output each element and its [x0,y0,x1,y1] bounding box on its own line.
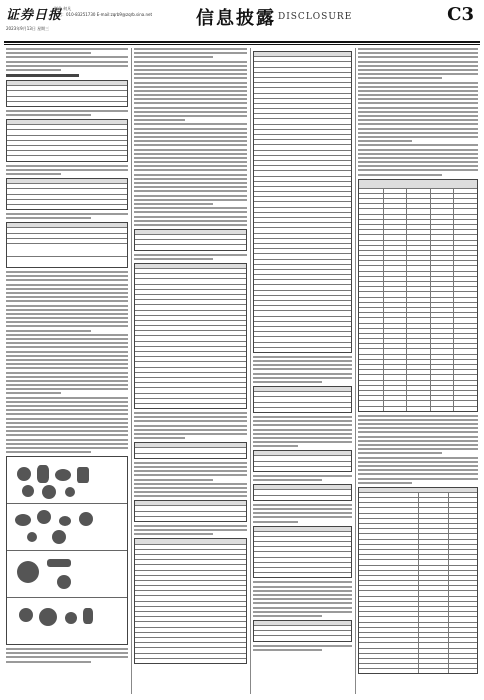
product-image [59,516,71,526]
text-line [134,144,247,146]
product-image [37,465,49,483]
text-line [253,504,352,506]
text-line [358,440,478,442]
text-line [134,420,247,422]
product-image [83,608,93,624]
column-2 [134,48,247,694]
text-line [358,461,478,463]
product-image [17,467,31,481]
text-line [6,288,128,290]
text-line [6,217,91,219]
product-image [22,485,34,497]
text-line [253,611,352,613]
text-line [6,305,128,307]
text-line [134,258,213,260]
text-line [6,65,128,67]
text-line [253,381,322,383]
text-line [253,429,352,431]
text-line [253,373,352,375]
text-line [6,338,128,340]
column-divider [355,48,356,694]
text-line [358,90,478,92]
text-line [358,161,478,163]
product-image [17,561,39,583]
table-row [135,245,246,249]
table-row [359,407,477,411]
data-table [134,263,247,409]
text-line [6,271,128,273]
product-image [79,512,93,526]
table-row [254,467,351,471]
text-line [134,61,247,63]
text-line [358,174,442,176]
text-line [134,149,247,151]
text-line [253,607,352,609]
text-line [6,330,91,332]
text-line [6,313,128,315]
text-line [134,111,247,113]
text-line [6,380,128,382]
product-image [27,532,37,542]
text-line [134,94,247,96]
text-line [358,48,478,50]
text-line [134,487,247,489]
text-line [253,508,352,510]
text-line [6,367,128,369]
text-line [6,114,91,116]
text-line [253,360,352,362]
text-line [6,213,128,215]
text-line [253,416,352,418]
text-line [6,363,128,365]
text-line [6,296,128,298]
text-line [6,443,128,445]
text-line [6,321,128,323]
table-row [254,348,351,352]
product-image [57,575,71,589]
text-line [253,649,322,651]
text-line [358,61,478,63]
text-line [6,405,128,407]
text-line [6,652,128,654]
table-row [7,504,127,551]
column-divider [131,48,132,694]
table-row [7,156,127,160]
text-line [358,448,478,450]
text-line [358,111,478,113]
text-line [358,482,412,484]
text-line [6,388,128,390]
text-line [134,186,247,188]
header-rule-thin [4,44,480,45]
text-line [253,475,352,477]
text-line [134,165,247,167]
table-row [135,404,246,408]
text-line [358,157,478,159]
text-line [6,359,128,361]
text-line [358,115,478,117]
text-line [134,533,213,535]
product-image [47,559,71,567]
text-line [358,102,478,104]
text-line [134,48,247,50]
table-row [254,636,351,640]
text-line [6,392,61,394]
text-line [358,436,478,438]
table-row [254,496,351,500]
text-line [134,470,247,472]
text-line [358,149,478,151]
page-number: C3 [447,4,474,25]
data-table [6,222,128,268]
text-line [358,56,478,58]
text-line [134,119,185,121]
table-row [135,659,246,663]
text-line [358,69,478,71]
text-line [358,478,478,480]
text-line [134,525,247,527]
text-line [253,441,352,443]
text-line [6,300,128,302]
text-line [134,199,247,201]
text-line [134,479,213,481]
text-line [6,372,128,374]
text-line [6,52,91,54]
table-row [359,180,477,189]
table-row [254,408,351,412]
text-line [6,48,128,50]
text-line [6,422,128,424]
text-line [358,169,478,171]
text-line [134,211,247,213]
text-line [6,409,128,411]
text-line [6,334,128,336]
text-line [253,581,352,583]
text-line [253,364,352,366]
product-image [65,487,75,497]
text-line [253,424,352,426]
text-line [6,173,61,175]
data-table [6,80,128,107]
text-line [6,342,128,344]
text-line [253,594,352,596]
text-line [253,437,352,439]
table-row [254,573,351,577]
text-line [134,52,247,54]
text-line [253,590,352,592]
text-line [358,82,478,84]
text-line [358,123,478,125]
text-line [134,169,247,171]
text-line [134,220,247,222]
data-table [6,119,128,162]
text-line [6,169,128,171]
text-line [358,415,478,417]
text-line [6,61,128,63]
text-line [134,429,247,431]
product-image [19,608,33,622]
product-image [77,467,89,483]
text-line [134,207,247,209]
masthead [0,0,484,42]
text-line [358,444,478,446]
text-line [134,82,247,84]
text-line [6,447,128,449]
data-table [253,450,352,472]
text-line [358,136,478,138]
text-line [6,413,128,415]
table-row [359,669,477,673]
text-line [134,98,247,100]
text-line [358,52,478,54]
text-line [134,483,247,485]
text-line [358,452,442,454]
text-line [358,119,478,121]
text-line [134,195,247,197]
text-line [134,416,247,418]
text-line [134,495,247,497]
text-line [358,427,478,429]
data-table [253,51,352,353]
text-line [134,216,247,218]
text-line [253,445,298,447]
text-line [134,132,247,134]
text-line [358,165,478,167]
text-line [358,86,478,88]
text-line [6,439,128,441]
text-line [6,292,128,294]
table-row [7,244,127,257]
editor-name: 制作 何凡 [54,6,72,11]
text-line [6,418,128,420]
product-image [42,485,56,499]
text-line [358,73,478,75]
data-table [253,620,352,642]
text-line [134,107,247,109]
text-line [253,521,298,523]
text-line [134,425,247,427]
text-line [253,615,322,617]
text-line [253,356,352,358]
text-line [134,128,247,130]
text-line [134,123,247,125]
text-line [134,412,247,414]
text-line [134,182,247,184]
text-line [6,648,128,650]
text-line [134,466,247,468]
section-title-en: DISCLOSURE [278,12,353,22]
text-line [6,284,128,286]
text-line [358,132,478,134]
product-image [52,530,66,544]
table-row [7,257,127,267]
text-line [134,157,247,159]
text-line [134,77,247,79]
text-line [6,275,128,277]
newspaper-logo: 证券日报 [6,8,63,23]
text-line [134,491,247,493]
column-1 [6,48,128,694]
data-table [134,500,247,522]
text-line [6,56,128,58]
text-line [134,140,247,142]
text-line [6,451,91,453]
column-divider [250,48,251,694]
table-row [7,457,127,504]
text-line [358,153,478,155]
text-line [6,110,128,112]
contact-info: 电话：010-83251730 E-mail:zqrb9@zqrb.sina.net [54,12,153,17]
table-row [7,102,127,106]
text-line [134,474,247,476]
header-rule [4,41,480,43]
text-line [6,309,128,311]
text-line [6,661,91,663]
product-image-table [6,456,128,645]
text-line [134,102,247,104]
column-4 [358,48,478,694]
text-line [358,98,478,100]
product-image [65,612,77,624]
data-table [358,179,478,412]
data-table [253,484,352,501]
text-line [134,56,213,58]
text-line [134,90,247,92]
text-line [6,397,128,399]
text-line [253,377,352,379]
text-line [134,433,247,435]
text-line [134,161,247,163]
text-line [134,254,247,256]
text-line [134,69,247,71]
text-line [358,457,478,459]
text-line [134,136,247,138]
text-line [6,325,128,327]
product-image [55,469,71,481]
text-line [134,174,247,176]
text-line [358,107,478,109]
table-row [7,598,127,644]
text-line [134,462,247,464]
table-row [7,205,127,209]
text-line [253,598,352,600]
text-line [6,384,128,386]
text-line [134,178,247,180]
table-row [135,517,246,521]
text-line [358,431,478,433]
text-line [6,656,128,658]
text-line [6,351,128,353]
text-line [6,317,128,319]
text-line [253,602,352,604]
data-table [358,487,478,675]
text-line [358,94,478,96]
issue-date: 2023年9月13日 星期三 [6,26,50,31]
data-table [134,229,247,251]
text-line [358,128,478,130]
text-line [6,401,128,403]
text-line [253,368,352,370]
text-line [358,77,442,79]
data-table [253,526,352,579]
column-3 [253,48,352,694]
data-table [6,178,128,210]
text-line [358,65,478,67]
text-line [358,465,478,467]
text-line [253,512,352,514]
text-line [358,419,478,421]
text-line [358,144,478,146]
text-line [134,529,247,531]
text-line [253,586,352,588]
editor-info [54,6,152,18]
table-row [135,454,246,458]
text-line [358,473,478,475]
text-line [134,203,213,205]
text-line [6,355,128,357]
product-image [39,608,57,626]
subheading [6,74,79,77]
text-line [6,376,128,378]
text-line [6,279,128,281]
text-line [358,423,478,425]
text-line [6,346,128,348]
text-line [134,437,185,439]
text-line [134,73,247,75]
text-line [134,86,247,88]
text-line [6,434,128,436]
section-title: 信息披露 [196,8,276,29]
table-row [7,551,127,598]
text-line [253,420,352,422]
text-line [358,469,478,471]
text-line [134,153,247,155]
text-line [253,433,352,435]
text-line [134,65,247,67]
data-table [134,442,247,459]
data-table [134,538,247,664]
text-line [6,426,128,428]
text-line [253,645,352,647]
text-line [6,165,128,167]
text-line [253,516,352,518]
text-line [6,69,61,71]
product-image [37,510,51,524]
text-line [134,224,247,226]
text-line [358,140,412,142]
product-image [15,514,31,526]
text-line [253,479,322,481]
text-line [6,430,128,432]
data-table [253,386,352,413]
text-line [134,115,247,117]
text-line [134,190,247,192]
